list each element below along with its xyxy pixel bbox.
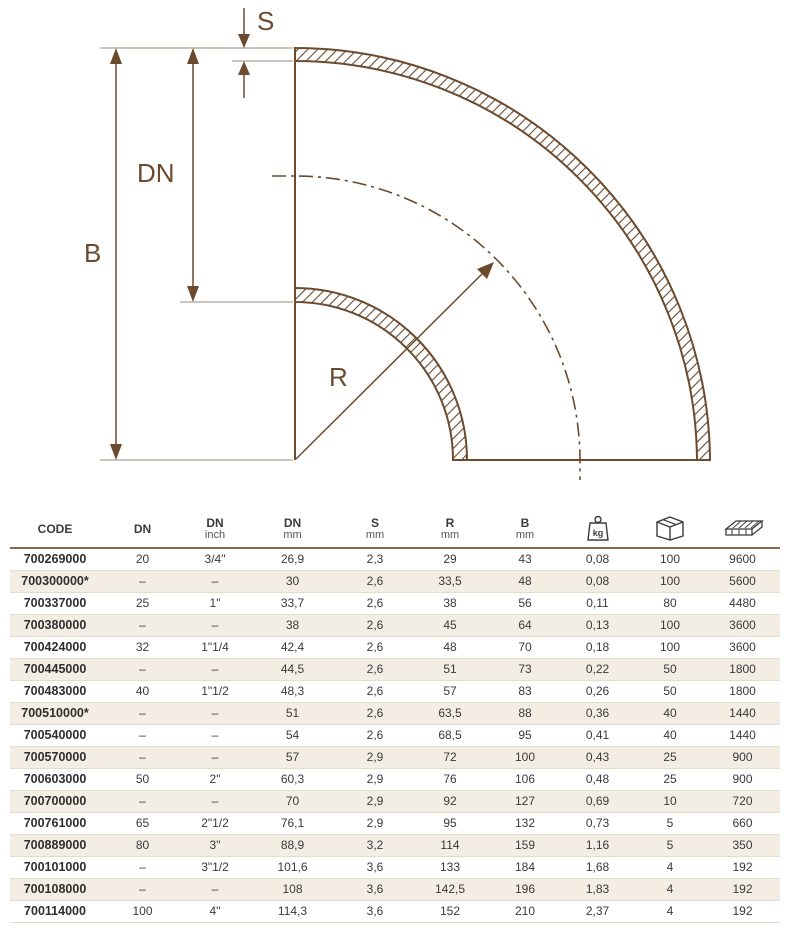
b-arrow-top [110,48,122,64]
cell-s-mm: 3,2 [366,838,384,852]
cell-r-mm: 57 [443,684,457,698]
cell-box-qty: 50 [663,662,677,676]
cell-box-qty: 4 [666,904,674,918]
cell-dn-inch: – [211,618,219,632]
cell-pallet-qty: 9600 [729,552,756,567]
cell-dn-mm: 60,3 [280,772,305,786]
label-dn: DN [137,158,175,188]
cell-b-mm: 184 [514,860,536,874]
header-s-label: S [370,515,379,530]
header-weight [560,510,635,548]
cell-dn-inch: 3"1/2 [201,860,229,874]
cell-s-mm: 2,9 [366,772,384,786]
cell-box-qty: 100 [659,552,681,567]
cell-dn: 32 [135,640,150,654]
cell-code: 700380000 [23,618,87,632]
cell-dn-mm: 54 [285,728,300,742]
cell-b-mm: 56 [518,596,532,610]
cell-dn-mm: 57 [285,750,300,764]
cell-b-mm: 83 [518,684,532,698]
cell-b-mm: 106 [514,772,536,786]
cell-weight-kg: 2,37 [585,904,610,918]
cell-r-mm: 45 [443,618,457,632]
cell-code: 700108000 [23,882,87,896]
header-dn-inch-unit: inch [204,528,226,541]
cell-weight-kg: 0,11 [586,596,609,610]
cell-r-mm: 33,5 [438,574,462,588]
cell-code: 700337000 [23,596,87,610]
header-dn [100,510,185,548]
cell-dn: – [139,574,146,588]
weight-kg-icon [587,515,609,541]
cell-code: 700114000 [24,904,86,918]
header-dn-mm-unit: mm [283,528,302,541]
cell-dn: – [139,794,146,808]
cell-code: 700570000 [23,750,87,764]
table-row [10,658,780,680]
cell-code: 700101000 [23,860,87,874]
cell-pallet-qty: 1440 [729,706,756,720]
cell-box-qty: 50 [663,684,677,698]
header-s-unit: mm [365,528,385,541]
cell-dn-mm: 30 [285,574,300,588]
cell-weight-kg: 0,36 [585,706,610,720]
label-b: B [84,238,102,268]
cell-s-mm: 2,9 [366,816,384,830]
cell-r-mm: 38 [443,596,457,610]
cell-r-mm: 68,5 [438,728,462,742]
table-row [10,702,780,724]
cell-dn-inch: – [211,662,219,676]
cell-dn-inch: 1"1/2 [201,684,229,698]
cell-b-mm: 196 [514,882,536,896]
cell-weight-kg: 1,68 [585,860,610,874]
cell-weight-kg: 0,22 [585,662,610,676]
cell-code: 700540000 [23,728,87,742]
cell-code: 700445000 [23,662,87,676]
cell-pallet-qty: 1800 [729,684,756,698]
cell-dn-mm: 114,3 [277,904,308,918]
cell-pallet-qty: 3600 [729,640,756,654]
cell-box-qty: 5 [666,816,674,830]
header-r-unit: mm [440,528,460,541]
cell-weight-kg: 0,08 [585,552,610,567]
header-b-label: B [520,515,530,530]
cell-r-mm: 114 [440,838,460,852]
cell-dn: 80 [135,838,150,852]
header-b-mm [490,510,560,548]
cell-s-mm: 2,6 [366,684,384,698]
cell-b-mm: 132 [514,816,536,830]
header-pallet [705,510,780,548]
cell-pallet-qty: 350 [732,838,753,852]
cell-dn-inch: – [211,728,219,742]
cell-pallet-qty: 192 [732,904,753,918]
cell-r-mm: 152 [439,904,461,918]
cell-dn: – [139,728,146,742]
cell-box-qty: 40 [663,728,677,742]
cell-b-mm: 100 [514,750,536,764]
cell-dn-inch: 2" [209,772,221,786]
cell-box-qty: 80 [663,596,677,610]
cell-box-qty: 25 [663,772,677,786]
cell-s-mm: 3,6 [366,882,384,896]
cell-box-qty: 10 [663,794,677,808]
cell-dn-mm: 33,7 [280,596,305,610]
cell-code: 700300000* [21,574,89,588]
cell-code: 700603000 [23,772,87,786]
b-arrow-bottom [110,444,122,460]
cell-s-mm: 2,6 [366,706,384,720]
cell-dn-mm: 101,6 [277,860,308,874]
cell-dn: – [139,662,146,676]
cell-dn-inch: 3/4" [204,552,226,567]
table-row [10,680,780,702]
cell-dn: 20 [135,552,150,567]
label-s: S [257,6,275,36]
cell-dn-inch: – [211,750,219,764]
table-row [10,900,780,922]
cell-dn-mm: 38 [285,618,300,632]
cell-pallet-qty: 1440 [729,728,756,742]
cell-pallet-qty: 3600 [729,618,756,632]
cell-b-mm: 95 [518,728,532,742]
cell-b-mm: 159 [514,838,536,852]
cell-r-mm: 142,5 [434,882,466,896]
cell-box-qty: 5 [666,838,674,852]
cell-weight-kg: 0,26 [585,684,610,698]
header-box [635,510,705,548]
cell-s-mm: 2,6 [366,618,384,632]
cell-r-mm: 133 [439,860,461,874]
cell-dn-mm: 70 [285,794,300,808]
cell-dn-inch: – [211,706,219,720]
pallet-icon [722,517,764,539]
cell-dn-mm: 76,1 [280,816,305,830]
cell-weight-kg: 0,43 [585,750,610,764]
centerline-arc [272,176,580,480]
cell-code: 700510000* [21,706,89,720]
cell-dn-inch: – [211,574,219,588]
cell-s-mm: 2,6 [366,640,384,654]
header-r-mm [410,510,490,548]
cell-s-mm: 2,6 [366,574,384,588]
cell-box-qty: 100 [659,574,681,588]
cell-dn: – [139,860,146,874]
cell-dn: – [139,618,146,632]
cell-r-mm: 92 [443,794,457,808]
cell-box-qty: 100 [659,640,681,654]
s-arrow-bottom [238,61,250,75]
cell-dn-inch: 2"1/2 [201,816,229,830]
table-row [10,724,780,746]
cell-dn-mm: 88,9 [280,838,305,852]
table-row [10,790,780,812]
cell-weight-kg: 0,08 [585,574,610,588]
header-code-label: CODE [37,521,73,536]
table-row [10,834,780,856]
cell-dn-mm: 42,4 [280,640,305,654]
cell-b-mm: 64 [518,618,532,632]
cell-dn-mm: 48,3 [280,684,305,698]
cell-pallet-qty: 900 [732,750,753,764]
cell-pallet-qty: 720 [732,794,753,808]
cell-code: 700269000 [23,552,87,567]
table-row [10,746,780,768]
cell-b-mm: 43 [518,552,532,567]
cell-r-mm: 72 [443,750,457,764]
cell-dn: – [139,882,146,896]
cell-box-qty: 25 [663,750,677,764]
header-b-unit: mm [515,528,535,541]
cell-box-qty: 40 [663,706,677,720]
cell-s-mm: 2,9 [366,794,384,808]
cell-s-mm: 2,6 [366,662,384,676]
cell-code: 700889000 [23,838,87,852]
header-dn-inch-label: DN [206,515,224,530]
header-dn-inch [185,510,245,548]
table-row [10,636,780,658]
cell-dn: 40 [135,684,150,698]
cell-b-mm: 73 [518,662,532,676]
cell-code: 700483000 [23,684,87,698]
cell-s-mm: 2,3 [366,552,384,567]
cell-code: 700761000 [23,816,87,830]
weight-kg-label: kg [592,527,603,538]
cell-weight-kg: 1,83 [585,882,610,896]
cell-b-mm: 88 [518,706,532,720]
header-dn-mm-label: DN [283,515,302,530]
cell-dn-mm: 26,9 [280,552,305,567]
cell-s-mm: 2,9 [366,750,384,764]
cell-dn-mm: 44,5 [280,662,305,676]
table-body [10,548,780,922]
cell-r-mm: 29 [443,552,457,567]
cell-box-qty: 100 [659,618,681,632]
cell-b-mm: 70 [518,640,532,654]
dimension-table-container [10,510,780,923]
table-row [10,548,780,570]
cell-pallet-qty: 5600 [729,574,756,588]
cell-dn-mm: 51 [285,706,300,720]
cell-r-mm: 63,5 [438,706,462,720]
cell-dn-inch: 3" [209,838,221,852]
cell-weight-kg: 0,13 [585,618,610,632]
cell-s-mm: 3,6 [366,860,384,874]
cell-dn-inch: – [211,882,219,896]
cell-pallet-qty: 1800 [729,662,756,676]
cell-s-mm: 2,6 [366,596,384,610]
cell-dn-inch: – [211,794,219,808]
cell-pallet-qty: 660 [732,816,753,830]
cell-weight-kg: 0,69 [585,794,610,808]
cell-box-qty: 4 [666,882,674,896]
s-arrow-top [238,34,250,48]
cell-pallet-qty: 192 [732,860,753,874]
cell-s-mm: 2,6 [366,728,384,742]
dn-arrow-bottom [187,286,199,302]
cell-weight-kg: 1,16 [585,838,610,852]
cell-pallet-qty: 192 [732,882,753,896]
cell-box-qty: 4 [666,860,674,874]
cell-b-mm: 210 [514,904,536,918]
header-dn-label: DN [133,521,152,536]
table-row [10,592,780,614]
cell-weight-kg: 0,18 [585,640,610,654]
table-row [10,878,780,900]
cell-r-mm: 76 [443,772,457,786]
cell-r-mm: 48 [443,640,457,654]
cell-pallet-qty: 4480 [729,596,756,610]
label-r: R [329,362,348,392]
cell-dn-inch: 4" [209,904,221,918]
box-icon [655,515,685,541]
cell-weight-kg: 0,73 [585,816,610,830]
header-r-label: R [445,515,455,530]
table-row [10,570,780,592]
table-row [10,856,780,878]
header-code [10,510,100,548]
cell-dn: – [139,706,146,720]
cell-dn: 50 [135,772,150,786]
cell-code: 700424000 [23,640,87,654]
cell-dn-inch: 1"1/4 [201,640,229,654]
cell-weight-kg: 0,41 [585,728,610,742]
cell-dn: 65 [135,816,150,830]
cell-b-mm: 48 [518,574,532,588]
dn-arrow-top [187,48,199,64]
table-row [10,812,780,834]
cell-r-mm: 51 [443,662,457,676]
cell-dn-inch: 1" [209,596,221,610]
table-header-row [10,510,780,548]
table-row [10,768,780,790]
cell-code: 700700000 [23,794,87,808]
header-dn-mm [245,510,340,548]
cell-b-mm: 127 [514,794,536,808]
cell-s-mm: 3,6 [366,904,384,918]
cell-pallet-qty: 900 [732,772,753,786]
cell-weight-kg: 0,48 [585,772,610,786]
cell-dn: – [139,750,146,764]
cell-dn-mm: 108 [282,882,303,896]
table-row [10,614,780,636]
header-s-mm [340,510,410,548]
cell-dn: 25 [135,596,150,610]
cell-r-mm: 95 [443,816,457,830]
cell-dn: 100 [132,904,153,918]
dimension-table [10,510,780,923]
